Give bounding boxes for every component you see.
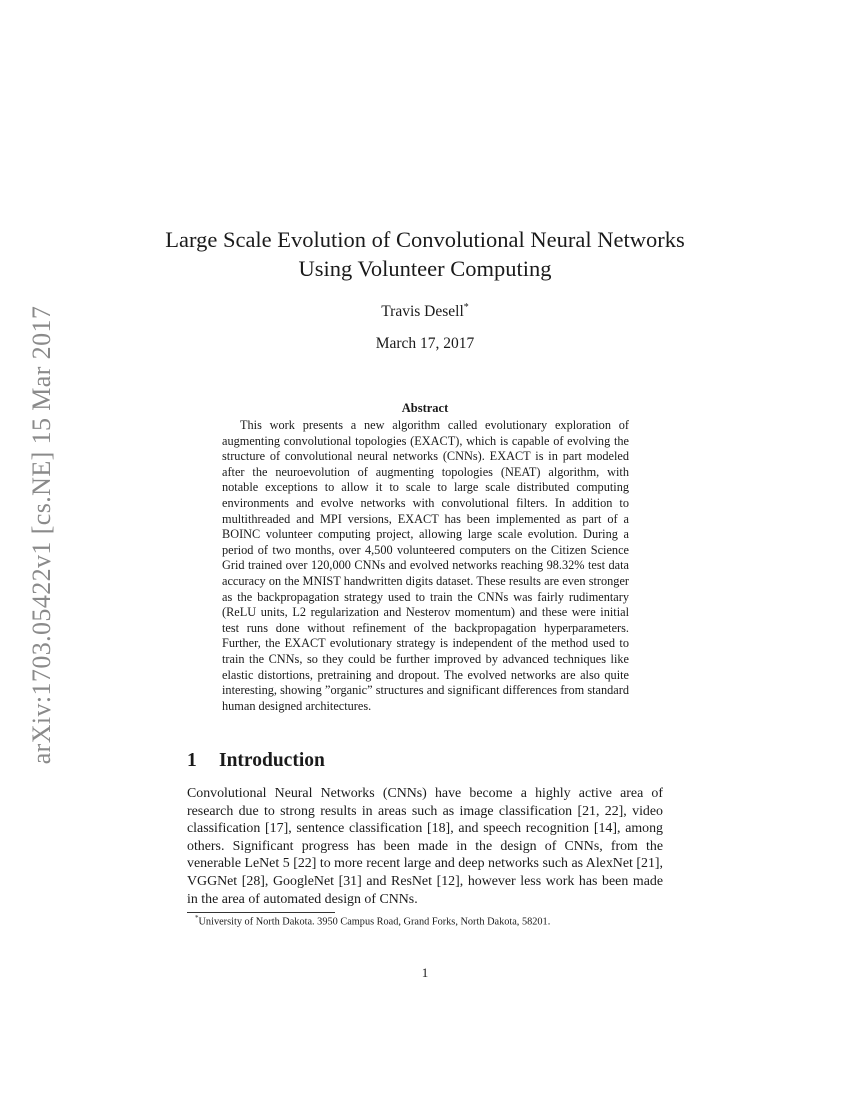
author-name: Travis Desell bbox=[381, 303, 464, 321]
paper-date: March 17, 2017 bbox=[375, 335, 475, 352]
section-number: 1 bbox=[187, 750, 197, 771]
section-title: Introduction bbox=[219, 750, 325, 771]
footnote-mark: * bbox=[195, 914, 199, 922]
author-footnote-mark: * bbox=[463, 302, 469, 313]
page-number: 1 bbox=[421, 965, 429, 980]
author-line bbox=[0, 302, 850, 321]
arxiv-identifier-stamp: arXiv:1703.05422v1 [cs.NE] 15 Mar 2017 bbox=[27, 305, 56, 765]
footnote-divider bbox=[187, 912, 335, 913]
abstract-heading: Abstract bbox=[401, 401, 449, 415]
paper-title: Large Scale Evolution of Convolutional Neural Networks Using Volunteer Computing bbox=[165, 227, 685, 281]
footnote-text: University of North Dakota. 3950 Campus Road, Grand Forks, North Dakota, 58201. bbox=[198, 916, 551, 928]
footnote bbox=[195, 914, 550, 927]
section-heading bbox=[187, 750, 325, 772]
abstract-body: This work presents a new algorithm called evolutionary exploration of augmenting convolutional topologies (EXACT), which is capable of evolving the structure of convolutional neural networks (CNNs). EXACT is in part modeled after the neuroevolution of augmenting topologies (NEAT) algorithm, with notable exceptions to allow it to scale to large scale distributed computing environments and evolve networks with convolutional filters. In addition to multithreaded and MPI versions, EXACT has been implemented as part of a BOINC volunteer computing project, allowing large scale evolution. During a period of two months, over 4,500 volunteered computers on the Citizen Science Grid trained over 120,000 CNNs and evolved networks reaching 98.32% test data accuracy on the MNIST handwritten digits dataset. These results are even stronger as the backpropagation strategy used to train the CNNs was fairly rudimentary (ReLU units, L2 regularization and Nesterov momentum) and these were initial test runs done without refinement of the backpropagation hyperparameters. Further, the EXACT evolutionary strategy is independent of the method used to train the CNNs, so they could be further improved by advanced techniques like elastic distortions, pretraining and dropout. The evolved networks are also quite interesting, showing ”organic” structures and significant differences from standard human designed architectures. bbox=[222, 418, 629, 713]
introduction-paragraph: Convolutional Neural Networks (CNNs) have become a highly active area of research due to strong results in areas such as image classification [21, 22], video classification [17], sentence classification [18], and speech recognition [14], among others. Significant progress has been made in the design of CNNs, from the venerable LeNet 5 [22] to more recent large and deep networks such as AlexNet [21], VGGNet [28], GoogleNet [31] and ResNet [12], however less work has been made in the area of automated design of CNNs. bbox=[187, 786, 663, 907]
